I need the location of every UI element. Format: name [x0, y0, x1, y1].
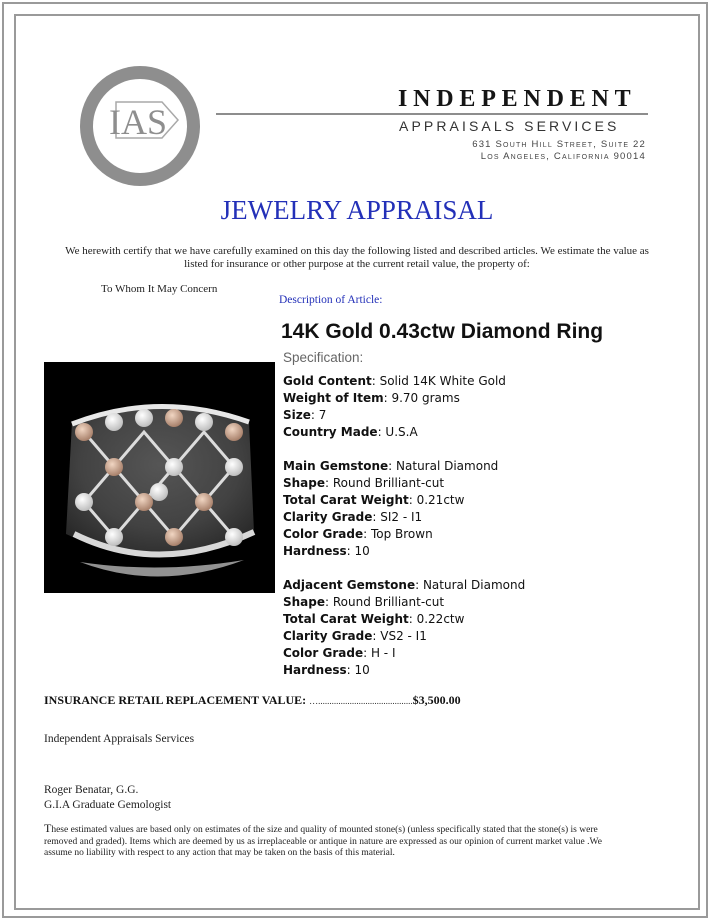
spec-main-color: Color Grade: Top Brown	[283, 527, 433, 541]
document-title: JEWELRY APPRAISAL	[220, 195, 494, 225]
ias-logo	[78, 64, 202, 188]
insurance-value-line	[44, 693, 461, 708]
insurance-value-amount: $3,500.00	[412, 693, 461, 707]
spec-adjacent-color: Color Grade: H - I	[283, 646, 396, 660]
disclaimer-text	[44, 823, 604, 860]
owner-name: To Whom It May Concern	[101, 283, 218, 295]
spec-main-carat: Total Carat Weight: 0.21ctw	[283, 493, 465, 507]
spec-adjacent-carat: Total Carat Weight: 0.22ctw	[283, 612, 465, 626]
spec-main-shape: Shape: Round Brilliant-cut	[283, 476, 445, 490]
appraiser-name: Roger Benatar, G.G.	[44, 784, 139, 796]
spec-adjacent-hardness: Hardness: 10	[283, 663, 370, 677]
spec-weight: Weight of Item: 9.70 grams	[283, 391, 460, 405]
ring-photo	[44, 362, 275, 593]
appraiser-title: G.I.A Graduate Gemologist	[44, 799, 172, 811]
item-title: 14K Gold 0.43ctw Diamond Ring	[281, 320, 604, 343]
spec-size: Size: 7	[283, 408, 327, 422]
company-subtitle: APPRAISALS SERVICES	[399, 118, 620, 134]
header-divider	[216, 113, 648, 115]
spec-adjacent-shape: Shape: Round Brilliant-cut	[283, 595, 445, 609]
spec-adjacent-clarity: Clarity Grade: VS2 - I1	[283, 629, 427, 643]
logo-ring-text: Appraisal	[112, 153, 168, 173]
spec-main-clarity: Clarity Grade: SI2 - I1	[283, 510, 423, 524]
spec-adjacent-gemstone: Adjacent Gemstone: Natural Diamond	[283, 578, 526, 592]
spec-main-hardness: Hardness: 10	[283, 544, 370, 558]
address-line-1: 631 South Hill Street, Suite 22	[472, 139, 646, 150]
logo-text: IAS	[108, 102, 168, 142]
specification-label: Specification:	[283, 350, 364, 365]
spec-main-gemstone: Main Gemstone: Natural Diamond	[283, 459, 499, 473]
signature-company: Independent Appraisals Services	[44, 733, 195, 745]
spec-country: Country Made: U.S.A	[283, 425, 418, 439]
insurance-value-label: INSURANCE RETAIL REPLACEMENT VALUE:	[44, 693, 307, 707]
insurance-value-leader: …..........................................	[309, 696, 413, 706]
spec-gold-content: Gold Content: Solid 14K White Gold	[283, 374, 506, 388]
description-label: Description of Article:	[279, 294, 383, 306]
address-line-2: Los Angeles, California 90014	[480, 151, 646, 162]
certification-text: We herewith certify that we have carefully examined on this day the following listed and described articles. We estimate the value as listed for insurance or other purpose at the current retail value, the property of:	[65, 245, 649, 270]
company-name: INDEPENDENT	[398, 86, 637, 112]
disclaimer-body: hese estimated values are based only on estimates of the size and quality of mounted stone(s) (unless specifically stated that the stone(s) is were removed and graded). Items which are deemed by us as irreplaceable or antique in nature are expressed as our opinion of current market value .We assume no liability with respect to any action that may be taken on the basis of this material.	[44, 825, 602, 858]
disclaimer-initial: T	[44, 821, 52, 835]
